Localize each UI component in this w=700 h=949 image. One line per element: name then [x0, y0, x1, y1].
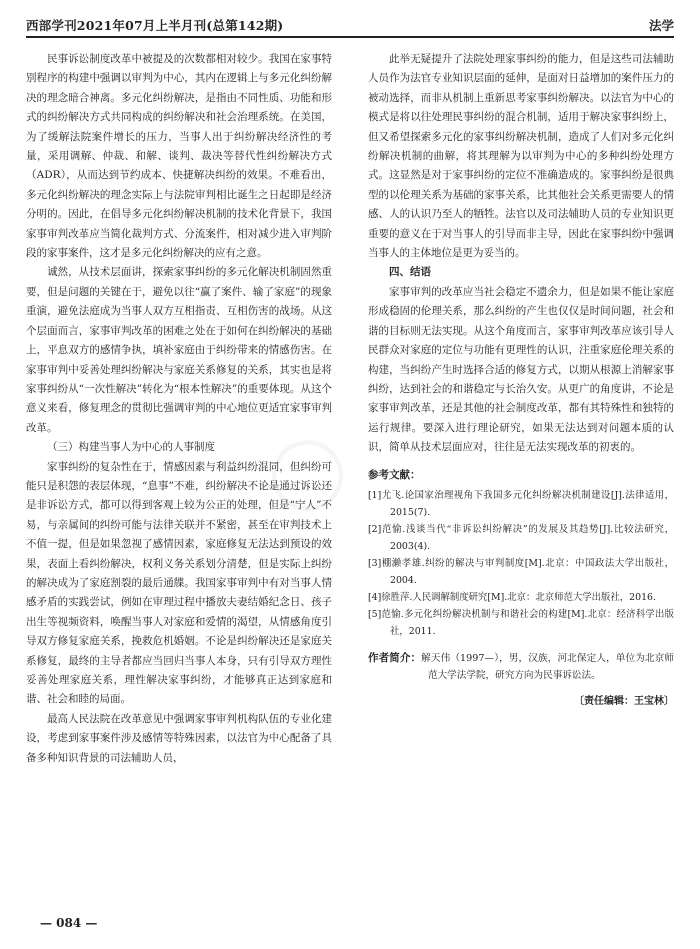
section-heading: 四、结语 — [389, 266, 431, 279]
author-bio-text: 解天伟（1997—），男，汉族，河北保定人，单位为北京师范大学法学院，研究方向为民事诉讼法。 — [421, 652, 674, 681]
right-column — [368, 50, 674, 711]
author-bio — [368, 650, 674, 684]
paragraph: 民事诉讼制度改革中被提及的次数都相对较少。我国在家事特别程序的构建中强调以审判为中心，其内在逻辑上与多元化纠纷解决的理念暗合神离。多元化纠纷解决，是指由不同性质、功能和形式的纠纷解决方式共同构成的纠纷解决和社会治理系统。在美国，为了缓解法院案件增长的压力，当事人出于纠纷解决经济性的考量，采用调解、仲裁、和解、谈判、裁决等替代性纠纷解决方式（ADR），从而达到节约成本、快捷解决纠纷的效果。不难看出，多元化纠纷解决的理念实际上与法院审判相比诞生之日起即是经济分明的。因此，在倡导多元化纠纷解决机制的技术化背景下，我国家事审判改革应当简化裁判方式、分流案件，相对减少进入审判阶段的家事案件，这才是多元化纠纷解决的应有之意。 — [26, 53, 332, 260]
section-name: 法学 — [648, 18, 674, 33]
paragraph: 家事纠纷的复杂性在于，情感因素与利益纠纷混同，但纠纷可能只是积怨的表层体现，“息事”不难，纠纷解决不论是通过诉讼还是非诉讼方式，都可以得到客观上较为公正的处理，但是“宁人”不易，与亲属间的纠纷可能与法律关联并不紧密，甚至在审判技术上不值一提，但是如果忽视了感情因素，家庭修复无法达到预设的效果，表面上看纠纷解决，权利义务关系划分清楚，但是实际上纠纷的解决成为了家庭割裂的最后通牒。我国家事审判中有对当事人情感矛盾的实践尝试，例如在审理过程中播放夫妻结婚纪念日、孩子出生等视频资料，唤醒当事人对家庭和爱情的渴望，从情感角度引导双方修复家庭关系，挽救危机婚姻。不论是纠纷解决还是家庭关系修复，最终的主导者都应当回归当事人本身，只有引导双方理性妥善处理家庭关系，理性解决家事纠纷，才能够真正达到家庭和谐、社会和睦的局面。 — [26, 460, 332, 706]
watermark: ◯ — [248, 414, 360, 528]
reference-item: [5]范愉.多元化纠纷解决机制与和谐社会的构建[M].北京：经济科学出版社，2011. — [368, 608, 674, 637]
reference-list — [368, 487, 674, 640]
page-number: — 084 — — [40, 916, 98, 930]
author-bio-label: 作者简介： — [368, 651, 422, 664]
reference-item: [2]范愉.浅谈当代“非诉讼纠纷解决”的发展及其趋势[J].比较法研究，2003(4). — [368, 523, 674, 552]
paragraph: 此举无疑提升了法院处理家事纠纷的能力，但是这些司法辅助人员作为法官专业知识层面的延伸，是面对日益增加的案件压力的被动选择，而非从机制上重新思考家事纠纷解决。以法官为中心的模式是将以往处理民事纠纷的混合机制，适用于解决家事纠纷上，但又希望探索多元化的家事纠纷解决机制，造成了人们对多元化纠纷解决机制的曲解，将其理解为以审判为中心的多种纠纷处理方式。这显然是对于家事纠纷的定位不准确造成的。家事纠纷是很典型的以伦理关系为基础的家事关系，比其他社会关系更需要人的情感、人的认识乃至人的牺牲。法官以及司法辅助人员的专业知识更重要的意义在于对当事人的引导而非主导，因此在家事纠纷中强调当事人的主体地位是更为妥当的。 — [368, 53, 674, 260]
left-column — [26, 50, 332, 768]
paragraph: 诚然，从技术层面讲，探索家事纠纷的多元化解决机制固然重要，但是问题的关键在于，避免以往“赢了案件、输了家庭”的现象重演，避免法庭成为当事人双方互相指责、互相伤害的战场。从这个层面而言，家事审判改革的困难之处在于如何在纠纷解决的基础上，平息双方的感情争执，填补家庭由于纠纷带来的情感伤害。在家事审判中妥善处理纠纷解决与家庭关系修复的关系，其实也是将家事纠纷从“一次性解决”转化为“根本性解决”的重要体现。从这个意义来看，修复理念的贯彻比强调审判的中心地位更适宜家事审判改革。 — [26, 266, 332, 434]
paragraph: 家事审判的改革应当社会稳定不遗余力，但是如果不能让家庭形成稳固的伦理关系，那么纠纷的产生也仅仅是时间问题，社会和谐的目标则无法实现。从这个角度而言，家事审判改革应该引导人民群众对家庭的定位与功能有更理性的认识，注重家庭伦理关系的构建，当纠纷产生时选择合适的修复方式，以期从根源上消解家事纠纷，达到社会的和谐稳定与长治久安。从更广的角度讲，不论是家事审判改革，还是其他的社会制度改革，都有其特殊性和独特的运行规律。要深入进行理论研究，如果无法达到对问题本质的认识，简单从技术层面应对，往往是无法实现改革的初衷的。 — [368, 285, 674, 454]
section-heading: （三）构建当事人为中心的人事制度 — [47, 441, 215, 454]
reference-item: [3]棚濑孝雄.纠纷的解决与审判制度[M].北京：中国政法大学出版社，2004. — [368, 557, 674, 586]
journal-title: 西部学刊2021年07月上半月刊(总第142期) — [26, 18, 284, 33]
header-rule — [26, 36, 674, 38]
references-title: 参考文献： — [368, 468, 421, 481]
paragraph: 最高人民法院在改革意见中强调家事审判机构队伍的专业化建设，考虑到家事案件涉及感情等特殊因素，以法官为中心配备了具备多种知识背景的司法辅助人员， — [26, 712, 332, 764]
reference-item: [1]尤飞.论国家治理视角下我国多元化纠纷解决机制建设[J].法律适用，2015(7). — [368, 489, 674, 518]
reference-item: [4]徐胜萍.人民调解制度研究[M].北京：北京师范大学出版社，2016. — [368, 591, 656, 603]
page-header — [26, 14, 674, 36]
editor-note: 〔责任编辑：王宝林〕 — [574, 695, 674, 707]
